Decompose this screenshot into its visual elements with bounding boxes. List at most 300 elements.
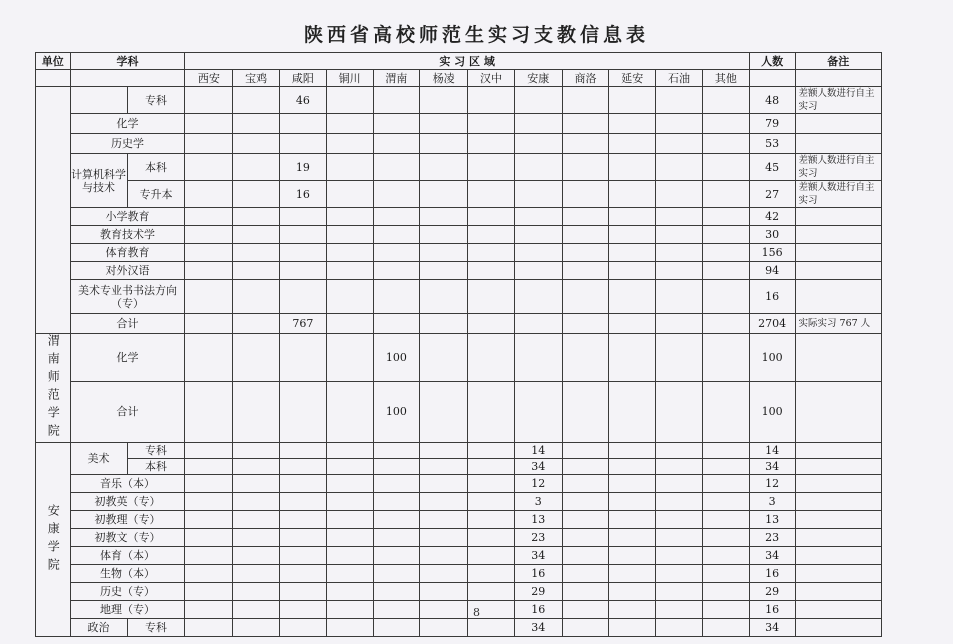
- remark-cell: [795, 619, 882, 637]
- region-value-cell: [562, 280, 609, 314]
- region-value-cell: [702, 181, 749, 208]
- region-value-cell: [280, 114, 327, 134]
- remark-cell: [795, 134, 882, 154]
- region-value-cell: [420, 381, 468, 442]
- region-value-cell: 16: [514, 601, 562, 619]
- region-value-cell: [514, 244, 562, 262]
- region-value-cell: [656, 511, 703, 529]
- region-value-cell: [326, 334, 373, 382]
- region-value-cell: 19: [280, 154, 327, 181]
- region-value-cell: [233, 547, 280, 565]
- region-value-cell: [562, 334, 609, 382]
- region-value-cell: [233, 134, 280, 154]
- table-row: [36, 565, 882, 583]
- region-value-cell: [280, 529, 327, 547]
- count-cell: 3: [749, 493, 795, 511]
- region-value-cell: [233, 314, 280, 334]
- count-cell: 34: [749, 619, 795, 637]
- region-value-cell: [420, 114, 468, 134]
- region-value-cell: [420, 619, 468, 637]
- subject-cell: 政治: [70, 619, 127, 637]
- region-value-cell: [656, 114, 703, 134]
- table-row: [36, 547, 882, 565]
- subject-cell: 生物（本）: [70, 565, 185, 583]
- unit-cell: [36, 87, 71, 334]
- region-value-cell: [468, 154, 515, 181]
- region-value-cell: [326, 87, 373, 114]
- region-value-cell: [420, 314, 468, 334]
- region-value-cell: [280, 134, 327, 154]
- region-value-cell: [656, 154, 703, 181]
- region-value-cell: [233, 381, 280, 442]
- region-value-cell: [326, 280, 373, 314]
- region-value-cell: [373, 262, 420, 280]
- subject-cell: 地理（专）: [70, 601, 185, 619]
- region-value-cell: [468, 87, 515, 114]
- region-value-cell: [280, 619, 327, 637]
- subject-cell: 对外汉语: [70, 262, 185, 280]
- region-value-cell: [468, 583, 515, 601]
- region-value-cell: [468, 547, 515, 565]
- region-value-cell: [185, 493, 233, 511]
- region-value-cell: [562, 134, 609, 154]
- region-value-cell: [233, 154, 280, 181]
- sub-subject-cell: 专科: [127, 443, 185, 459]
- region-value-cell: [702, 87, 749, 114]
- header-row: [36, 53, 882, 70]
- region-value-cell: [373, 208, 420, 226]
- region-value-cell: 34: [514, 619, 562, 637]
- region-value-cell: [609, 381, 656, 442]
- region-value-cell: [233, 529, 280, 547]
- region-value-cell: [468, 565, 515, 583]
- region-value-cell: [185, 443, 233, 459]
- table-row: [36, 262, 882, 280]
- region-value-cell: [233, 475, 280, 493]
- region-value-cell: [373, 493, 420, 511]
- subject-cell: 历史学: [70, 134, 185, 154]
- region-value-cell: [514, 208, 562, 226]
- region-value-cell: [373, 583, 420, 601]
- region-value-cell: [326, 114, 373, 134]
- subject-cell: 化学: [70, 114, 185, 134]
- region-value-cell: [185, 475, 233, 493]
- region-value-cell: [562, 475, 609, 493]
- region-value-cell: [373, 511, 420, 529]
- region-value-cell: [185, 134, 233, 154]
- region-value-cell: [373, 87, 420, 114]
- table-row: [36, 314, 882, 334]
- remark-cell: 差额人数进行自主实习: [795, 154, 882, 181]
- region-value-cell: [562, 208, 609, 226]
- remark-cell: [795, 381, 882, 442]
- subject-cell: 初教英（专）: [70, 493, 185, 511]
- region-value-cell: [185, 314, 233, 334]
- region-value-cell: [609, 459, 656, 475]
- count-cell: 12: [749, 475, 795, 493]
- region-value-cell: [420, 181, 468, 208]
- table-row: [36, 529, 882, 547]
- region-value-cell: [326, 154, 373, 181]
- remark-cell: [795, 208, 882, 226]
- region-value-cell: [702, 565, 749, 583]
- region-value-cell: [702, 262, 749, 280]
- region-value-cell: 3: [514, 493, 562, 511]
- region-value-cell: [233, 619, 280, 637]
- remark-cell: [795, 511, 882, 529]
- region-value-cell: [562, 87, 609, 114]
- region-value-cell: [656, 208, 703, 226]
- region-value-cell: [280, 208, 327, 226]
- remark-cell: 差额人数进行自主实习: [795, 181, 882, 208]
- region-value-cell: [656, 280, 703, 314]
- subject-cell: 体育教育: [70, 244, 185, 262]
- count-cell: 42: [749, 208, 795, 226]
- page-title: 陕西省高校师范生实习支教信息表: [303, 24, 649, 46]
- subject-cell: [70, 87, 127, 114]
- region-value-cell: [233, 583, 280, 601]
- region-value-cell: [373, 565, 420, 583]
- region-value-cell: [514, 134, 562, 154]
- region-value-cell: [233, 244, 280, 262]
- region-value-cell: [233, 226, 280, 244]
- region-value-cell: [562, 583, 609, 601]
- region-value-cell: [562, 547, 609, 565]
- region-value-cell: [233, 443, 280, 459]
- header-subject: 学科: [70, 53, 185, 70]
- subject-cell: 体育（本）: [70, 547, 185, 565]
- region-value-cell: [702, 208, 749, 226]
- region-value-cell: [514, 181, 562, 208]
- region-value-cell: [656, 134, 703, 154]
- region-value-cell: [702, 381, 749, 442]
- count-cell: 2704: [749, 314, 795, 334]
- subject-cell: 小学教育: [70, 208, 185, 226]
- page-number: 8: [473, 606, 480, 619]
- remark-cell: [795, 226, 882, 244]
- region-value-cell: 100: [373, 381, 420, 442]
- region-value-cell: [562, 226, 609, 244]
- region-value-cell: [185, 181, 233, 208]
- region-value-cell: [468, 244, 515, 262]
- region-value-cell: 46: [280, 87, 327, 114]
- region-value-cell: [233, 280, 280, 314]
- region-value-cell: [420, 547, 468, 565]
- region-value-cell: [326, 459, 373, 475]
- remark-cell: [795, 547, 882, 565]
- region-value-cell: [185, 334, 233, 382]
- region-value-cell: [702, 619, 749, 637]
- region-value-cell: [233, 565, 280, 583]
- region-value-cell: [514, 114, 562, 134]
- table-row: [36, 459, 882, 475]
- region-value-cell: [702, 511, 749, 529]
- region-value-cell: [185, 226, 233, 244]
- remark-cell: [795, 334, 882, 382]
- table-row: [36, 583, 882, 601]
- table-row: [36, 154, 882, 181]
- subject-cell: 音乐（本）: [70, 475, 185, 493]
- table-row: [36, 134, 882, 154]
- region-value-cell: [233, 511, 280, 529]
- region-value-cell: [373, 529, 420, 547]
- count-cell: 100: [749, 381, 795, 442]
- region-value-cell: [609, 87, 656, 114]
- region-header-row: [36, 70, 882, 87]
- region-value-cell: [562, 459, 609, 475]
- region-value-cell: [468, 114, 515, 134]
- region-value-cell: [420, 565, 468, 583]
- count-cell: 100: [749, 334, 795, 382]
- region-value-cell: [562, 244, 609, 262]
- region-value-cell: [420, 443, 468, 459]
- table-row: [36, 475, 882, 493]
- region-value-cell: [702, 334, 749, 382]
- count-cell: 16: [749, 280, 795, 314]
- region-value-cell: [185, 244, 233, 262]
- sub-subject-cell: 本科: [127, 459, 185, 475]
- region-value-cell: [326, 381, 373, 442]
- region-value-cell: [656, 547, 703, 565]
- region-value-cell: [373, 226, 420, 244]
- region-value-cell: [702, 226, 749, 244]
- region-value-cell: 16: [514, 565, 562, 583]
- region-value-cell: [562, 262, 609, 280]
- region-value-cell: 767: [280, 314, 327, 334]
- remark-cell: [795, 529, 882, 547]
- region-value-cell: [326, 181, 373, 208]
- region-value-cell: [185, 381, 233, 442]
- region-value-cell: [609, 262, 656, 280]
- subject-cell: 美术专业书书法方向（专）: [70, 280, 185, 314]
- region-value-cell: [420, 493, 468, 511]
- header-count: 人数: [749, 53, 795, 70]
- region-value-cell: [420, 208, 468, 226]
- region-value-cell: [185, 87, 233, 114]
- region-value-cell: [702, 459, 749, 475]
- region-value-cell: [468, 181, 515, 208]
- header-region: 实 习 区 域: [185, 53, 749, 70]
- region-header: 延安: [609, 70, 656, 87]
- count-cell: 34: [749, 547, 795, 565]
- region-value-cell: [562, 493, 609, 511]
- subject-cell: 教育技术学: [70, 226, 185, 244]
- count-cell: 45: [749, 154, 795, 181]
- region-value-cell: [609, 114, 656, 134]
- region-value-cell: [656, 314, 703, 334]
- region-value-cell: [702, 134, 749, 154]
- region-value-cell: [326, 262, 373, 280]
- region-value-cell: 23: [514, 529, 562, 547]
- region-value-cell: [656, 334, 703, 382]
- remark-cell: [795, 565, 882, 583]
- region-value-cell: [420, 459, 468, 475]
- region-value-cell: [702, 529, 749, 547]
- region-header: 铜川: [326, 70, 373, 87]
- region-value-cell: [468, 493, 515, 511]
- region-value-cell: [233, 459, 280, 475]
- region-value-cell: [562, 619, 609, 637]
- region-value-cell: [468, 334, 515, 382]
- internship-table: [35, 52, 882, 637]
- region-value-cell: [185, 459, 233, 475]
- count-cell: 13: [749, 511, 795, 529]
- region-value-cell: [609, 493, 656, 511]
- region-value-cell: [702, 443, 749, 459]
- region-value-cell: [420, 475, 468, 493]
- region-value-cell: [609, 208, 656, 226]
- region-header: 安康: [514, 70, 562, 87]
- table-row: [36, 619, 882, 637]
- region-value-cell: [185, 619, 233, 637]
- table-row: [36, 181, 882, 208]
- count-cell: 16: [749, 565, 795, 583]
- region-value-cell: [468, 619, 515, 637]
- count-cell: 27: [749, 181, 795, 208]
- remark-cell: [795, 443, 882, 459]
- region-value-cell: [562, 114, 609, 134]
- count-cell: 16: [749, 601, 795, 619]
- region-value-cell: [373, 134, 420, 154]
- region-value-cell: [280, 381, 327, 442]
- count-cell: 34: [749, 459, 795, 475]
- region-value-cell: [420, 529, 468, 547]
- region-value-cell: [326, 208, 373, 226]
- subject-cell: 合计: [70, 381, 185, 442]
- region-header: 汉中: [468, 70, 515, 87]
- region-value-cell: [468, 314, 515, 334]
- region-value-cell: [373, 619, 420, 637]
- region-value-cell: [420, 87, 468, 114]
- region-value-cell: [468, 381, 515, 442]
- region-value-cell: [656, 87, 703, 114]
- region-value-cell: [468, 529, 515, 547]
- region-value-cell: [280, 334, 327, 382]
- region-value-cell: [562, 511, 609, 529]
- region-value-cell: [562, 565, 609, 583]
- region-value-cell: [656, 443, 703, 459]
- region-value-cell: [609, 181, 656, 208]
- remark-cell: [795, 459, 882, 475]
- count-cell: 29: [749, 583, 795, 601]
- region-value-cell: [326, 547, 373, 565]
- region-header: 其他: [702, 70, 749, 87]
- region-value-cell: [609, 134, 656, 154]
- region-value-cell: [185, 529, 233, 547]
- region-value-cell: [420, 244, 468, 262]
- region-value-cell: [609, 511, 656, 529]
- region-value-cell: [420, 511, 468, 529]
- region-header: 渭南: [373, 70, 420, 87]
- region-value-cell: [326, 314, 373, 334]
- region-header: 宝鸡: [233, 70, 280, 87]
- remark-cell: [795, 262, 882, 280]
- region-value-cell: [702, 154, 749, 181]
- region-value-cell: [280, 547, 327, 565]
- region-value-cell: [562, 154, 609, 181]
- region-value-cell: [373, 114, 420, 134]
- region-value-cell: [326, 619, 373, 637]
- region-value-cell: [609, 443, 656, 459]
- region-value-cell: [373, 244, 420, 262]
- region-value-cell: [609, 583, 656, 601]
- region-value-cell: [656, 181, 703, 208]
- unit-cell: 安康学院: [36, 443, 71, 637]
- region-value-cell: [280, 565, 327, 583]
- region-value-cell: [514, 280, 562, 314]
- count-cell: 23: [749, 529, 795, 547]
- region-value-cell: [468, 134, 515, 154]
- count-cell: 53: [749, 134, 795, 154]
- sub-subject-cell: 专升本: [127, 181, 185, 208]
- region-value-cell: [609, 314, 656, 334]
- region-value-cell: [420, 334, 468, 382]
- subject-cell: 合计: [70, 314, 185, 334]
- region-value-cell: [280, 244, 327, 262]
- region-header: 杨凌: [420, 70, 468, 87]
- region-value-cell: [326, 443, 373, 459]
- region-value-cell: [702, 314, 749, 334]
- region-value-cell: [233, 493, 280, 511]
- region-value-cell: [468, 511, 515, 529]
- region-value-cell: [656, 493, 703, 511]
- region-value-cell: [185, 547, 233, 565]
- region-value-cell: [468, 208, 515, 226]
- count-cell: 156: [749, 244, 795, 262]
- table-row: [36, 443, 882, 459]
- region-value-cell: [656, 244, 703, 262]
- header-remark: 备注: [795, 53, 882, 70]
- region-value-cell: [326, 493, 373, 511]
- table-row: [36, 226, 882, 244]
- table-row: [36, 493, 882, 511]
- region-value-cell: [185, 511, 233, 529]
- region-value-cell: [326, 511, 373, 529]
- region-value-cell: [420, 134, 468, 154]
- region-value-cell: [233, 87, 280, 114]
- region-value-cell: 13: [514, 511, 562, 529]
- region-value-cell: [702, 493, 749, 511]
- region-value-cell: [656, 262, 703, 280]
- region-value-cell: [185, 262, 233, 280]
- region-value-cell: [656, 529, 703, 547]
- region-value-cell: 29: [514, 583, 562, 601]
- region-value-cell: [562, 381, 609, 442]
- region-value-cell: [420, 226, 468, 244]
- region-value-cell: [233, 262, 280, 280]
- region-value-cell: [373, 154, 420, 181]
- region-value-cell: 16: [280, 181, 327, 208]
- region-value-cell: [656, 619, 703, 637]
- subject-cell: 初教文（专）: [70, 529, 185, 547]
- region-value-cell: [233, 114, 280, 134]
- region-header: 石油: [656, 70, 703, 87]
- region-value-cell: [280, 583, 327, 601]
- remark-cell: [795, 475, 882, 493]
- table-row: [36, 511, 882, 529]
- region-value-cell: [656, 565, 703, 583]
- table-row: [36, 208, 882, 226]
- region-value-cell: [609, 334, 656, 382]
- table-row: [36, 280, 882, 314]
- region-value-cell: [514, 262, 562, 280]
- region-value-cell: [373, 547, 420, 565]
- region-value-cell: [702, 475, 749, 493]
- region-value-cell: [468, 443, 515, 459]
- region-value-cell: 100: [373, 334, 420, 382]
- sub-subject-cell: 专科: [127, 87, 185, 114]
- region-value-cell: [280, 280, 327, 314]
